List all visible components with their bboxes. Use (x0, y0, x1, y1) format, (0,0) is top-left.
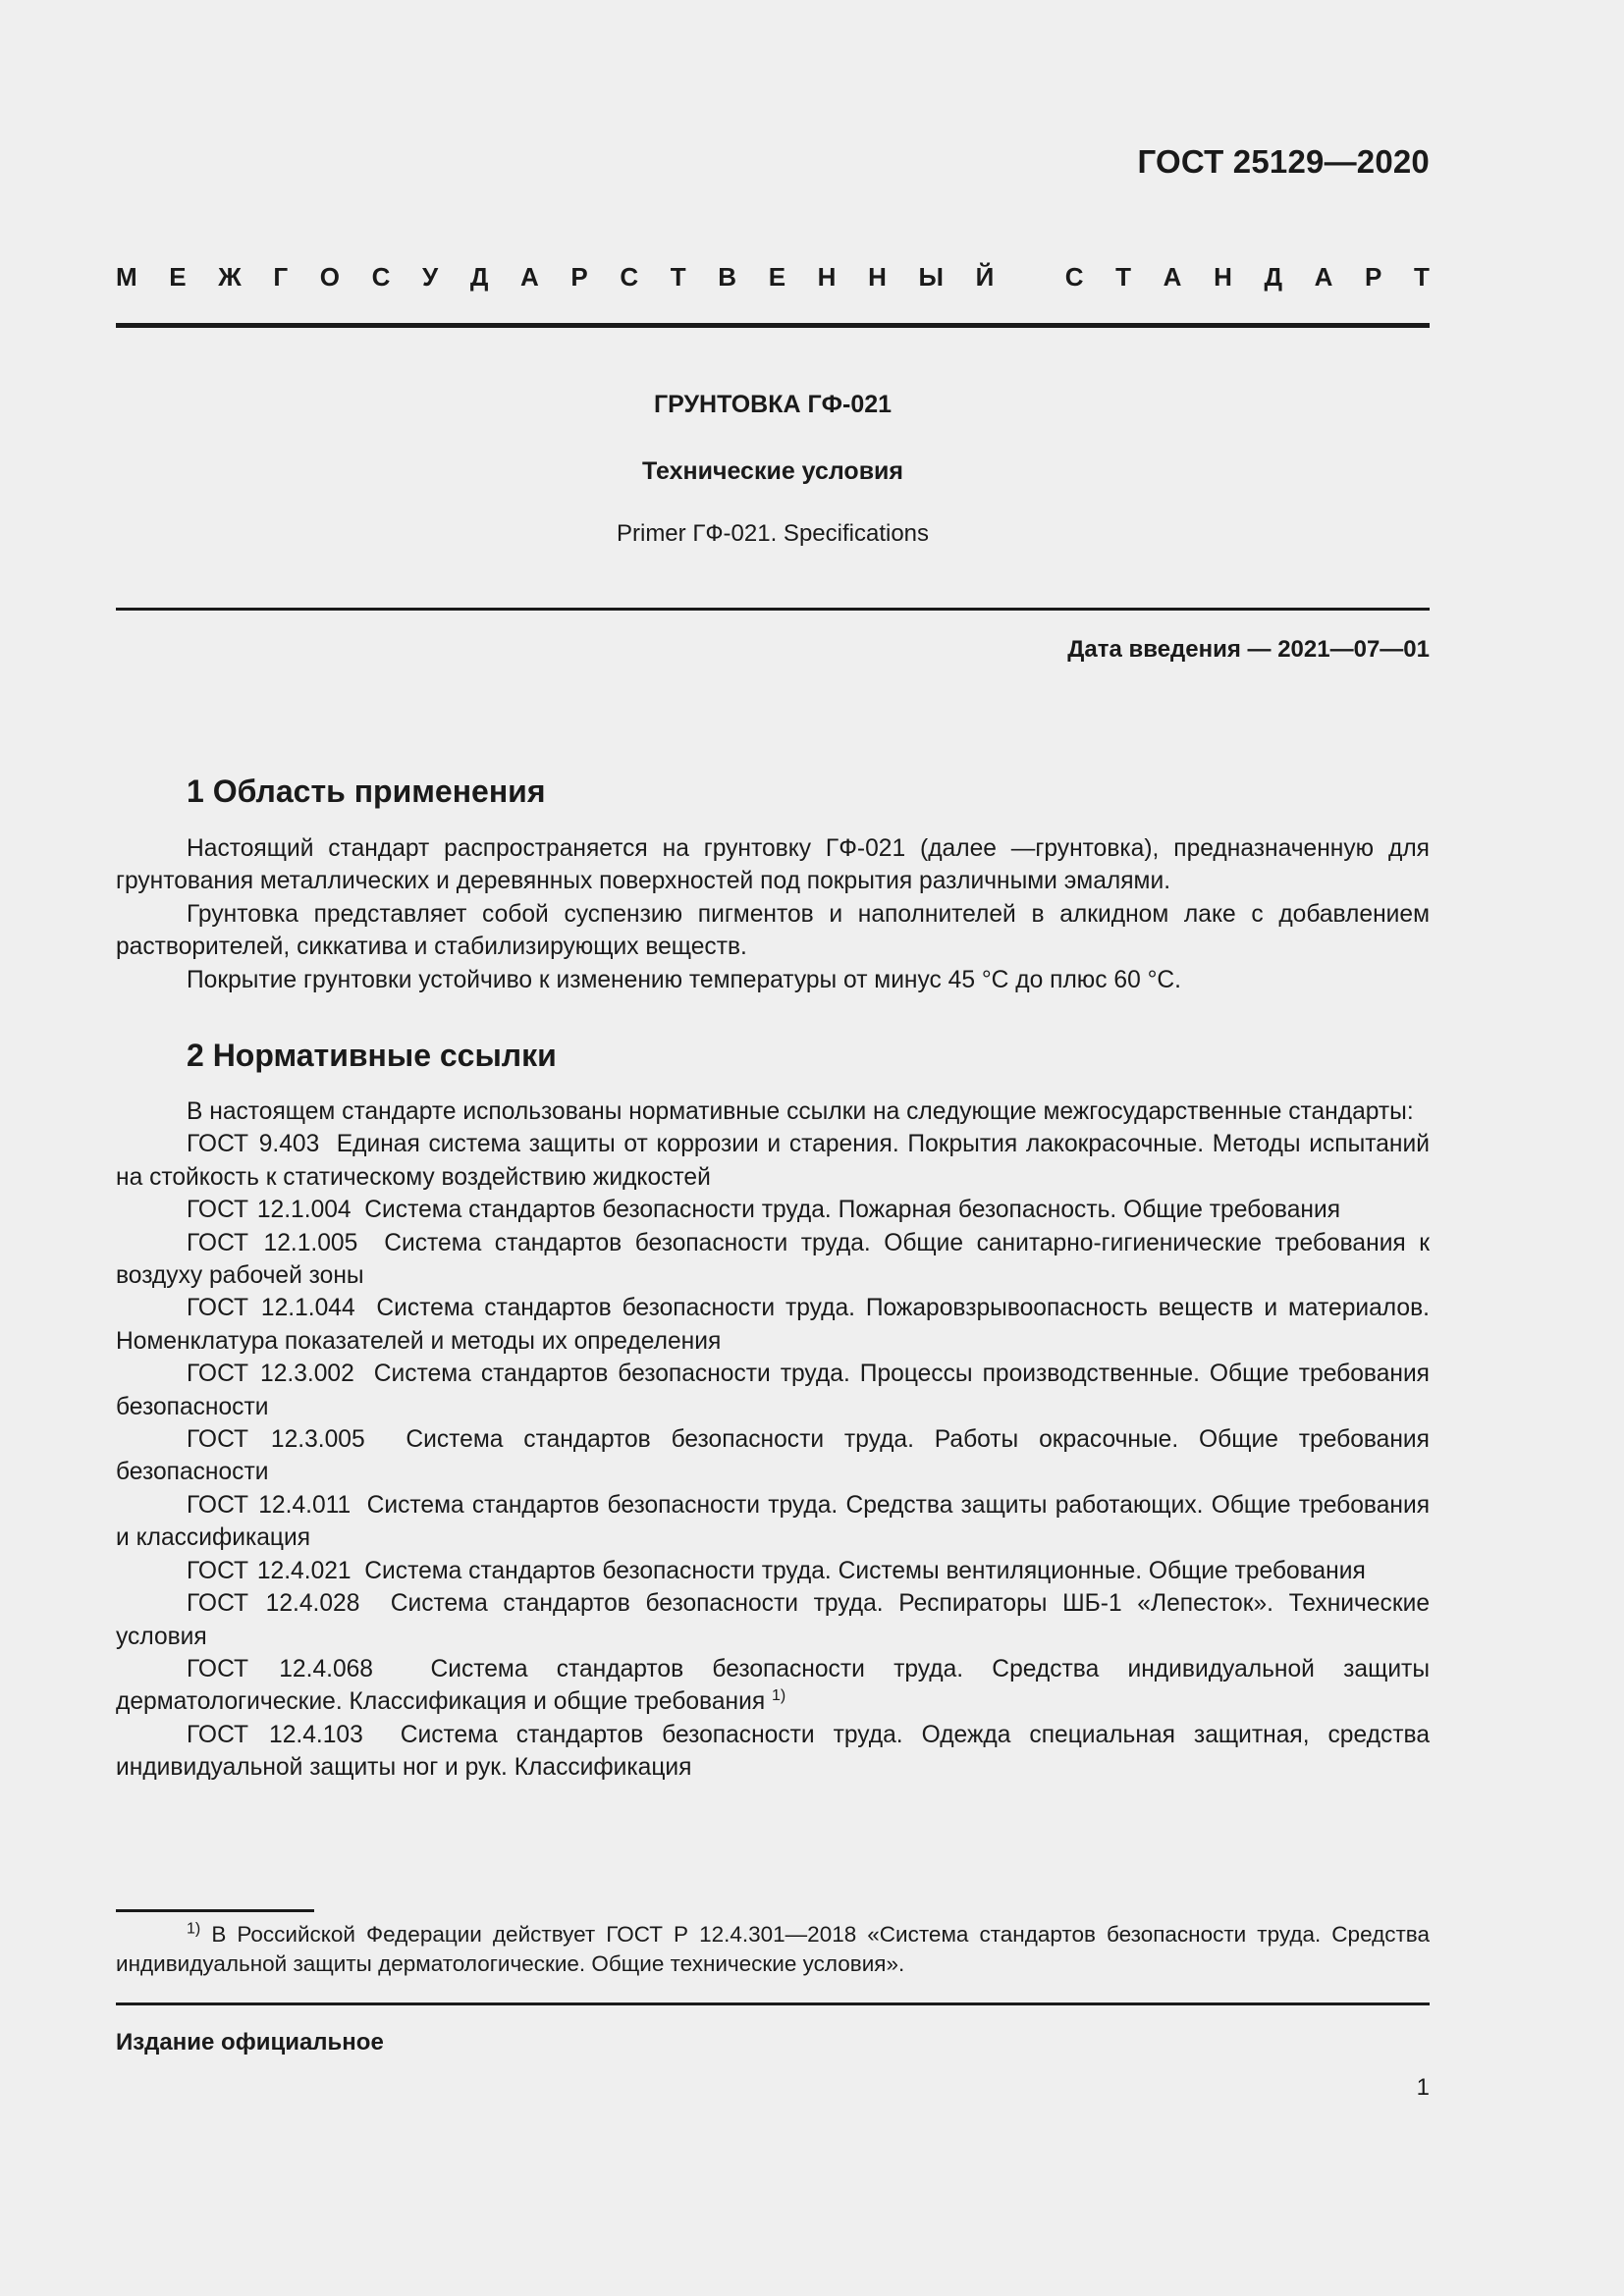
banner-letter: О (319, 262, 340, 292)
banner-letter: Е (169, 262, 187, 292)
banner-letter: Е (768, 262, 786, 292)
reference-item (116, 1292, 1430, 1358)
reference-item (116, 1194, 1430, 1226)
banner-letter: Т (1414, 262, 1430, 292)
reference-code: ГОСТ 12.3.002 (187, 1361, 354, 1388)
section-1-heading: 1 Область применения (187, 774, 546, 809)
banner-letter: Р (570, 262, 588, 292)
reference-item (116, 1653, 1430, 1719)
standard-number: ГОСТ 25129—2020 (1137, 143, 1430, 180)
reference-text: Система стандартов безопасности труда. Респираторы ШБ-1 «Лепесток». Технические условия (116, 1590, 1431, 1650)
footnote (116, 1920, 1430, 1979)
document-page (116, 0, 1430, 2296)
reference-code: ГОСТ 12.1.004 (187, 1197, 352, 1224)
footnote-marker[interactable]: 1) (772, 1687, 786, 1705)
reference-text: Система стандартов безопасности труда. Одежда специальная защитная, средства индивидуальной защиты ног и рук. Классификация (116, 1721, 1430, 1782)
banner-letter: Й (975, 262, 995, 292)
reference-code: ГОСТ 12.4.028 (187, 1590, 360, 1618)
banner-letter: А (1163, 262, 1182, 292)
reference-item (116, 1128, 1430, 1194)
reference-code: ГОСТ 12.4.021 (187, 1557, 352, 1584)
paragraph: Грунтовка представляет собой суспензию пигментов и наполнителей в алкидном лаке с добавлением растворителей, сиккатива и стабилизирующих веществ. (116, 900, 1430, 961)
reference-text: Система стандартов безопасности труда. Системы вентиляционные. Общие требования (364, 1557, 1366, 1584)
interstate-standard-banner (116, 262, 1430, 293)
reference-code: ГОСТ 12.4.103 (187, 1721, 363, 1748)
reference-text: Система стандартов безопасности труда. Средства индивидуальной защиты дерматологические. Классификация и общие требования (116, 1655, 1430, 1716)
banner-letter: С (371, 262, 391, 292)
reference-text: Система стандартов безопасности труда. Работы окрасочные. Общие требования безопасности (116, 1426, 1430, 1486)
banner-letter: Р (1365, 262, 1382, 292)
banner-letter: У (422, 262, 439, 292)
reference-code: ГОСТ 9.403 (187, 1131, 320, 1158)
paragraph: В настоящем стандарте использованы нормативные ссылки на следующие межгосударственные стандарты: (187, 1098, 1414, 1125)
reference-code: ГОСТ 12.3.005 (187, 1426, 365, 1454)
footnote-mark: 1) (187, 1920, 201, 1938)
reference-item (116, 1489, 1430, 1555)
reference-code: ГОСТ 12.4.068 (187, 1655, 373, 1682)
banner-letter: Н (817, 262, 837, 292)
footer-divider (116, 2002, 1430, 2005)
reference-code: ГОСТ 12.4.011 (187, 1491, 352, 1519)
effective-date: Дата введения — 2021—07—01 (1067, 636, 1430, 663)
document-title-english: Primer ГФ-021. Specifications (616, 520, 930, 547)
banner-letter: Т (670, 262, 686, 292)
reference-code: ГОСТ 12.1.044 (187, 1295, 355, 1322)
reference-item (116, 1358, 1430, 1423)
section-2-heading: 2 Нормативные ссылки (187, 1038, 557, 1073)
reference-item (116, 1227, 1430, 1293)
banner-letter: А (520, 262, 539, 292)
header-divider (116, 323, 1430, 328)
title-divider (116, 608, 1430, 611)
section-2-body (116, 1095, 1430, 1785)
reference-text: Единая система защиты от коррозии и старения. Покрытия лакокрасочные. Методы испытаний на стойкость к статическому воздействию жидкостей (116, 1131, 1430, 1191)
section-1-body (116, 832, 1430, 996)
paragraph: Покрытие грунтовки устойчиво к изменению температуры от минус 45 °С до плюс 60 °С. (187, 966, 1182, 993)
banner-letter: Ы (918, 262, 944, 292)
banner-letter: Ж (218, 262, 242, 292)
banner-letter: В (718, 262, 737, 292)
banner-letter: Д (1264, 262, 1283, 292)
reference-item (116, 1555, 1430, 1587)
reference-item (116, 1719, 1430, 1785)
reference-item (116, 1423, 1430, 1489)
reference-text: Система стандартов безопасности труда. Процессы производственные. Общие требования безопасности (116, 1361, 1431, 1420)
banner-letter: С (620, 262, 639, 292)
reference-text: Система стандартов безопасности труда. Общие санитарно-гигиенические требования к воздуху рабочей зоны (116, 1229, 1430, 1290)
banner-letter: Т (1115, 262, 1132, 292)
official-edition-label: Издание официальное (116, 2029, 384, 2056)
reference-text: Система стандартов безопасности труда. Средства защиты работающих. Общие требования и классификация (116, 1491, 1431, 1552)
banner-letter: С (1064, 262, 1084, 292)
footnote-text: В Российской Федерации действует ГОСТ Р 12.4.301—2018 «Система стандартов безопасности труда. Средства индивидуальной защиты дерматологические. Общие технические условия». (116, 1922, 1430, 1976)
footnote-divider (116, 1909, 314, 1912)
document-title: ГРУНТОВКА ГФ-021 (653, 391, 893, 418)
banner-letter: М (116, 262, 137, 292)
page-number: 1 (1416, 2074, 1430, 2101)
reference-code: ГОСТ 12.1.005 (187, 1229, 358, 1256)
document-subtitle: Технические условия (641, 457, 904, 485)
banner-letter: А (1314, 262, 1333, 292)
banner-letter: Н (868, 262, 887, 292)
reference-text: Система стандартов безопасности труда. Пожарная безопасность. Общие требования (364, 1197, 1341, 1224)
banner-letter: Г (273, 262, 289, 292)
banner-letter: Н (1214, 262, 1232, 292)
paragraph: Настоящий стандарт распространяется на грунтовку ГФ-021 (далее —грунтовка), предназначенную для грунтования металлических и деревянных поверхностей под покрытия различными эмалями. (116, 835, 1430, 895)
reference-text: Система стандартов безопасности труда. Пожаровзрывоопасность веществ и материалов. Номенклатура показателей и методы их определения (116, 1295, 1430, 1355)
banner-gap (1026, 262, 1033, 293)
reference-item (116, 1587, 1430, 1653)
banner-letter: Д (469, 262, 489, 292)
